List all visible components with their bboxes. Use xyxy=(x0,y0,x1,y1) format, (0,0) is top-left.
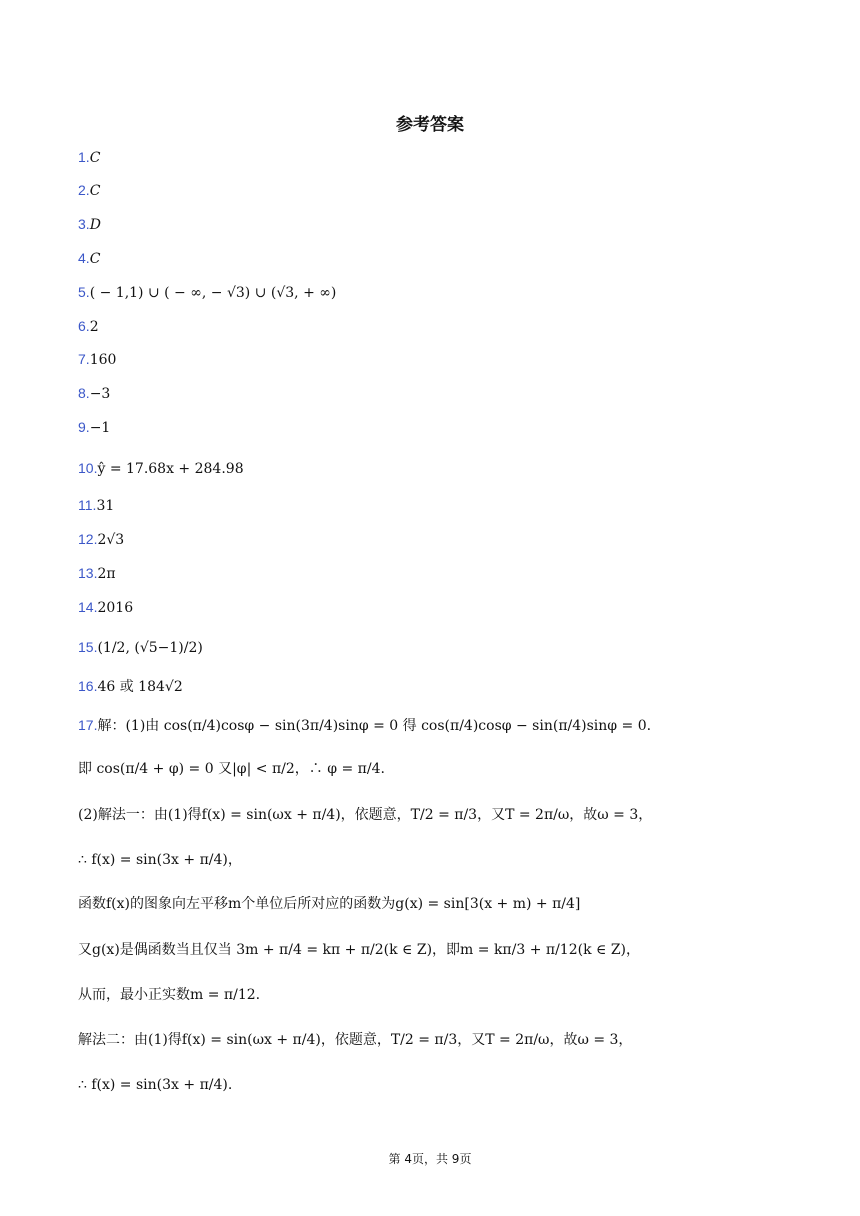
answer-text: 2 xyxy=(89,319,99,335)
answer-3 xyxy=(78,213,101,236)
solution-text: 解：(1)由 cos(π/4)cosφ − sin(3π/4)sinφ = 0 得 cos(π/4)cosφ − sin(π/4)sinφ = 0. xyxy=(97,718,652,734)
answer-number: 3. xyxy=(78,216,90,232)
answer-number: 12. xyxy=(78,531,98,547)
page-footer: 第 4页，共 9页 xyxy=(388,1152,472,1166)
answer-number: 17. xyxy=(78,717,98,733)
page-title: 参考答案 xyxy=(396,115,464,135)
answer-12 xyxy=(78,528,124,551)
answer-number: 7. xyxy=(78,351,90,367)
q17-line-3: (2)解法一：由(1)得f(x) = sin(ωx + π/4)，依题意，T/2 = π/3，又T = 2π/ω，故ω = 3， xyxy=(78,807,653,823)
answer-text: 2√3 xyxy=(97,532,125,548)
answer-8 xyxy=(78,382,110,405)
answer-5 xyxy=(78,281,336,304)
answer-1 xyxy=(78,146,100,169)
answer-2 xyxy=(78,179,100,202)
answer-text: −1 xyxy=(89,420,111,436)
answer-text: (1/2, (√5−1)/2) xyxy=(97,640,203,656)
answer-number: 8. xyxy=(78,385,90,401)
answer-number: 10. xyxy=(78,460,98,476)
answer-14 xyxy=(78,596,133,619)
answer-number: 6. xyxy=(78,318,90,334)
answer-text: 31 xyxy=(96,498,115,514)
answer-9 xyxy=(78,416,110,439)
answer-11 xyxy=(78,494,114,517)
answer-text: 2π xyxy=(97,566,116,582)
answer-text: 2016 xyxy=(97,600,134,616)
q17-line-1 xyxy=(78,714,651,737)
answer-text: C xyxy=(89,183,101,199)
answer-number: 11. xyxy=(78,497,97,513)
q17-line-2: 即 cos(π/4 + φ) = 0 又|φ| < π/2，∴ φ = π/4. xyxy=(78,761,385,777)
answer-text: ( − 1,1) ∪ ( − ∞, − √3) ∪ (√3, + ∞) xyxy=(89,285,337,301)
answer-number: 15. xyxy=(78,639,98,655)
answer-15 xyxy=(78,636,203,659)
answer-number: 9. xyxy=(78,419,90,435)
answer-6 xyxy=(78,315,99,338)
answer-text: 160 xyxy=(89,352,117,368)
answer-number: 2. xyxy=(78,182,90,198)
answer-text: C xyxy=(89,150,101,166)
answer-number: 1. xyxy=(78,149,90,165)
answer-4 xyxy=(78,247,100,270)
answer-number: 5. xyxy=(78,284,90,300)
answer-text: ŷ = 17.68x + 284.98 xyxy=(97,461,244,477)
q17-line-9: ∴ f(x) = sin(3x + π/4). xyxy=(78,1077,233,1093)
answer-text: −3 xyxy=(89,386,111,402)
answer-number: 16. xyxy=(78,678,98,694)
answer-text: D xyxy=(89,217,101,233)
q17-line-8: 解法二：由(1)得f(x) = sin(ωx + π/4)，依题意，T/2 = π/3，又T = 2π/ω，故ω = 3， xyxy=(78,1032,633,1048)
answer-number: 14. xyxy=(78,599,98,615)
q17-line-4: ∴ f(x) = sin(3x + π/4)， xyxy=(78,852,242,868)
answer-16 xyxy=(78,675,183,698)
q17-line-7: 从而，最小正实数m = π/12. xyxy=(78,987,261,1003)
answer-text: 46 或 184√2 xyxy=(97,679,183,695)
answer-7 xyxy=(78,348,116,371)
q17-line-5: 函数f(x)的图象向左平移m个单位后所对应的函数为g(x) = sin[3(x + m) + π/4] xyxy=(78,896,581,912)
answer-13 xyxy=(78,562,116,585)
answer-text: C xyxy=(89,251,101,267)
answer-10 xyxy=(78,457,244,480)
answer-number: 4. xyxy=(78,250,90,266)
answer-number: 13. xyxy=(78,565,98,581)
q17-line-6: 又g(x)是偶函数当且仅当 3m + π/4 = kπ + π/2(k ∈ Z)，即m = kπ/3 + π/12(k ∈ Z)， xyxy=(78,942,641,958)
